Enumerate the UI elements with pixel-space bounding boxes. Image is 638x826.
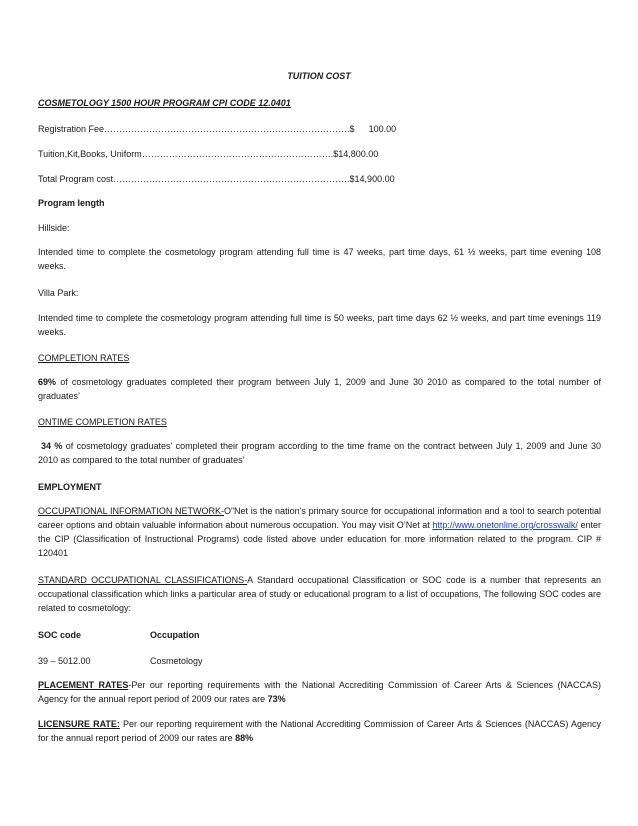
hillside-label: Hillside:: [38, 223, 70, 233]
placement-text: -Per our reporting requirements with the National Accrediting Commission of Career Arts & Sciences (NACCAS) Agency for the annual report period of 2009 our rates are: [38, 680, 601, 704]
soc-code-value: 39 – 5012.00: [38, 656, 91, 666]
cost-amount: 100.00: [368, 124, 397, 134]
villapark-paragraph: Intended time to complete the cosmetology program attending full time is 50 weeks, part time days 62 ½ weeks, and part time evenings 119 weeks.: [38, 313, 601, 337]
program-length-heading: Program length: [38, 198, 105, 208]
ontime-text: of cosmetology graduates’ completed their program according to the time frame on the contract between July 1, 2009 and June 30 2010 as compared to the total number of graduates’: [38, 441, 602, 465]
cost-amount: 14,900.00: [354, 174, 395, 184]
program-header: COSMETOLOGY 1500 HOUR PROGRAM CPI CODE 12.0401: [38, 98, 291, 108]
cost-label: Total Program cost: [38, 174, 114, 184]
page-title: TUITION COST: [287, 71, 351, 81]
cost-line-registration: [38, 122, 396, 136]
cost-leader: ……………………………………………………………………….$: [104, 124, 355, 134]
cost-leader: ……………………………………………………….$: [141, 149, 339, 159]
cost-label: Tuition,Kit,Books, Uniform: [38, 149, 142, 159]
employment-heading: EMPLOYMENT: [38, 482, 102, 492]
cost-line-total: [38, 172, 395, 186]
ontime-rate: 34 %: [41, 441, 63, 451]
ontime-paragraph: [38, 439, 601, 467]
placement-heading: PLACEMENT RATES: [38, 680, 129, 690]
soc-paragraph: [38, 573, 601, 615]
soc-occupation-value: Cosmetology: [150, 656, 203, 666]
completion-text: of cosmetology graduates completed their program between July 1, 2009 and June 30 2010 as compared to the total number of graduates’: [38, 377, 601, 401]
completion-heading: COMPLETION RATES: [38, 353, 130, 363]
placement-rate: 73%: [267, 694, 286, 704]
onet-link[interactable]: http://www.onetonline.org/crosswalk/: [432, 520, 578, 530]
cost-line-tuition: [38, 147, 378, 161]
licensure-heading: LICENSURE RATE:: [38, 719, 120, 729]
placement-paragraph: [38, 678, 601, 706]
ontime-heading: ONTIME COMPLETION RATES: [38, 417, 167, 427]
cost-label: Registration Fee: [38, 124, 105, 134]
soc-table-header-code: SOC code: [38, 630, 82, 640]
hillside-paragraph: Intended time to complete the cosmetology program attending full time is 47 weeks, part time days, 61 ½ weeks, part time evening 108 weeks.: [38, 247, 601, 271]
soc-text: A Standard occupational Classification or SOC code is a number that represents an occupational classification which links a particular area of study or educational program to a list of occupations, The following SOC codes are related to cosmetology:: [38, 575, 601, 613]
soc-heading: STANDARD OCCUPATIONAL CLASSIFICATIONS-: [38, 575, 248, 585]
completion-paragraph: [38, 375, 601, 403]
completion-rate: 69%: [38, 377, 57, 387]
cost-leader: …………………………………………………………………….$: [113, 174, 355, 184]
onet-heading: OCCUPATIONAL INFORMATION NETWORK-: [38, 506, 225, 516]
licensure-paragraph: [38, 717, 601, 745]
onet-paragraph: [38, 504, 601, 560]
cost-amount: 14,800.00: [338, 149, 379, 159]
onet-text: O”Net is the nation’s primary source for occupational information and a tool to search potential career options and obtain valuable information about numerous occupation. You may visit O’Net at: [38, 506, 601, 530]
licensure-text: Per our reporting requirement with the National Accrediting Commission of Career Arts & Sciences (NACCAS) Agency for the annual report period of 2009 our rates are: [38, 719, 601, 743]
villapark-label: Villa Park:: [38, 288, 79, 298]
onet-text-2: enter the CIP (Classification of Instructional Programs) code listed above under education for more information related to the program. CIP # 120401: [38, 520, 601, 558]
licensure-rate: 88%: [235, 733, 254, 743]
soc-table-header-occupation: Occupation: [150, 630, 200, 640]
